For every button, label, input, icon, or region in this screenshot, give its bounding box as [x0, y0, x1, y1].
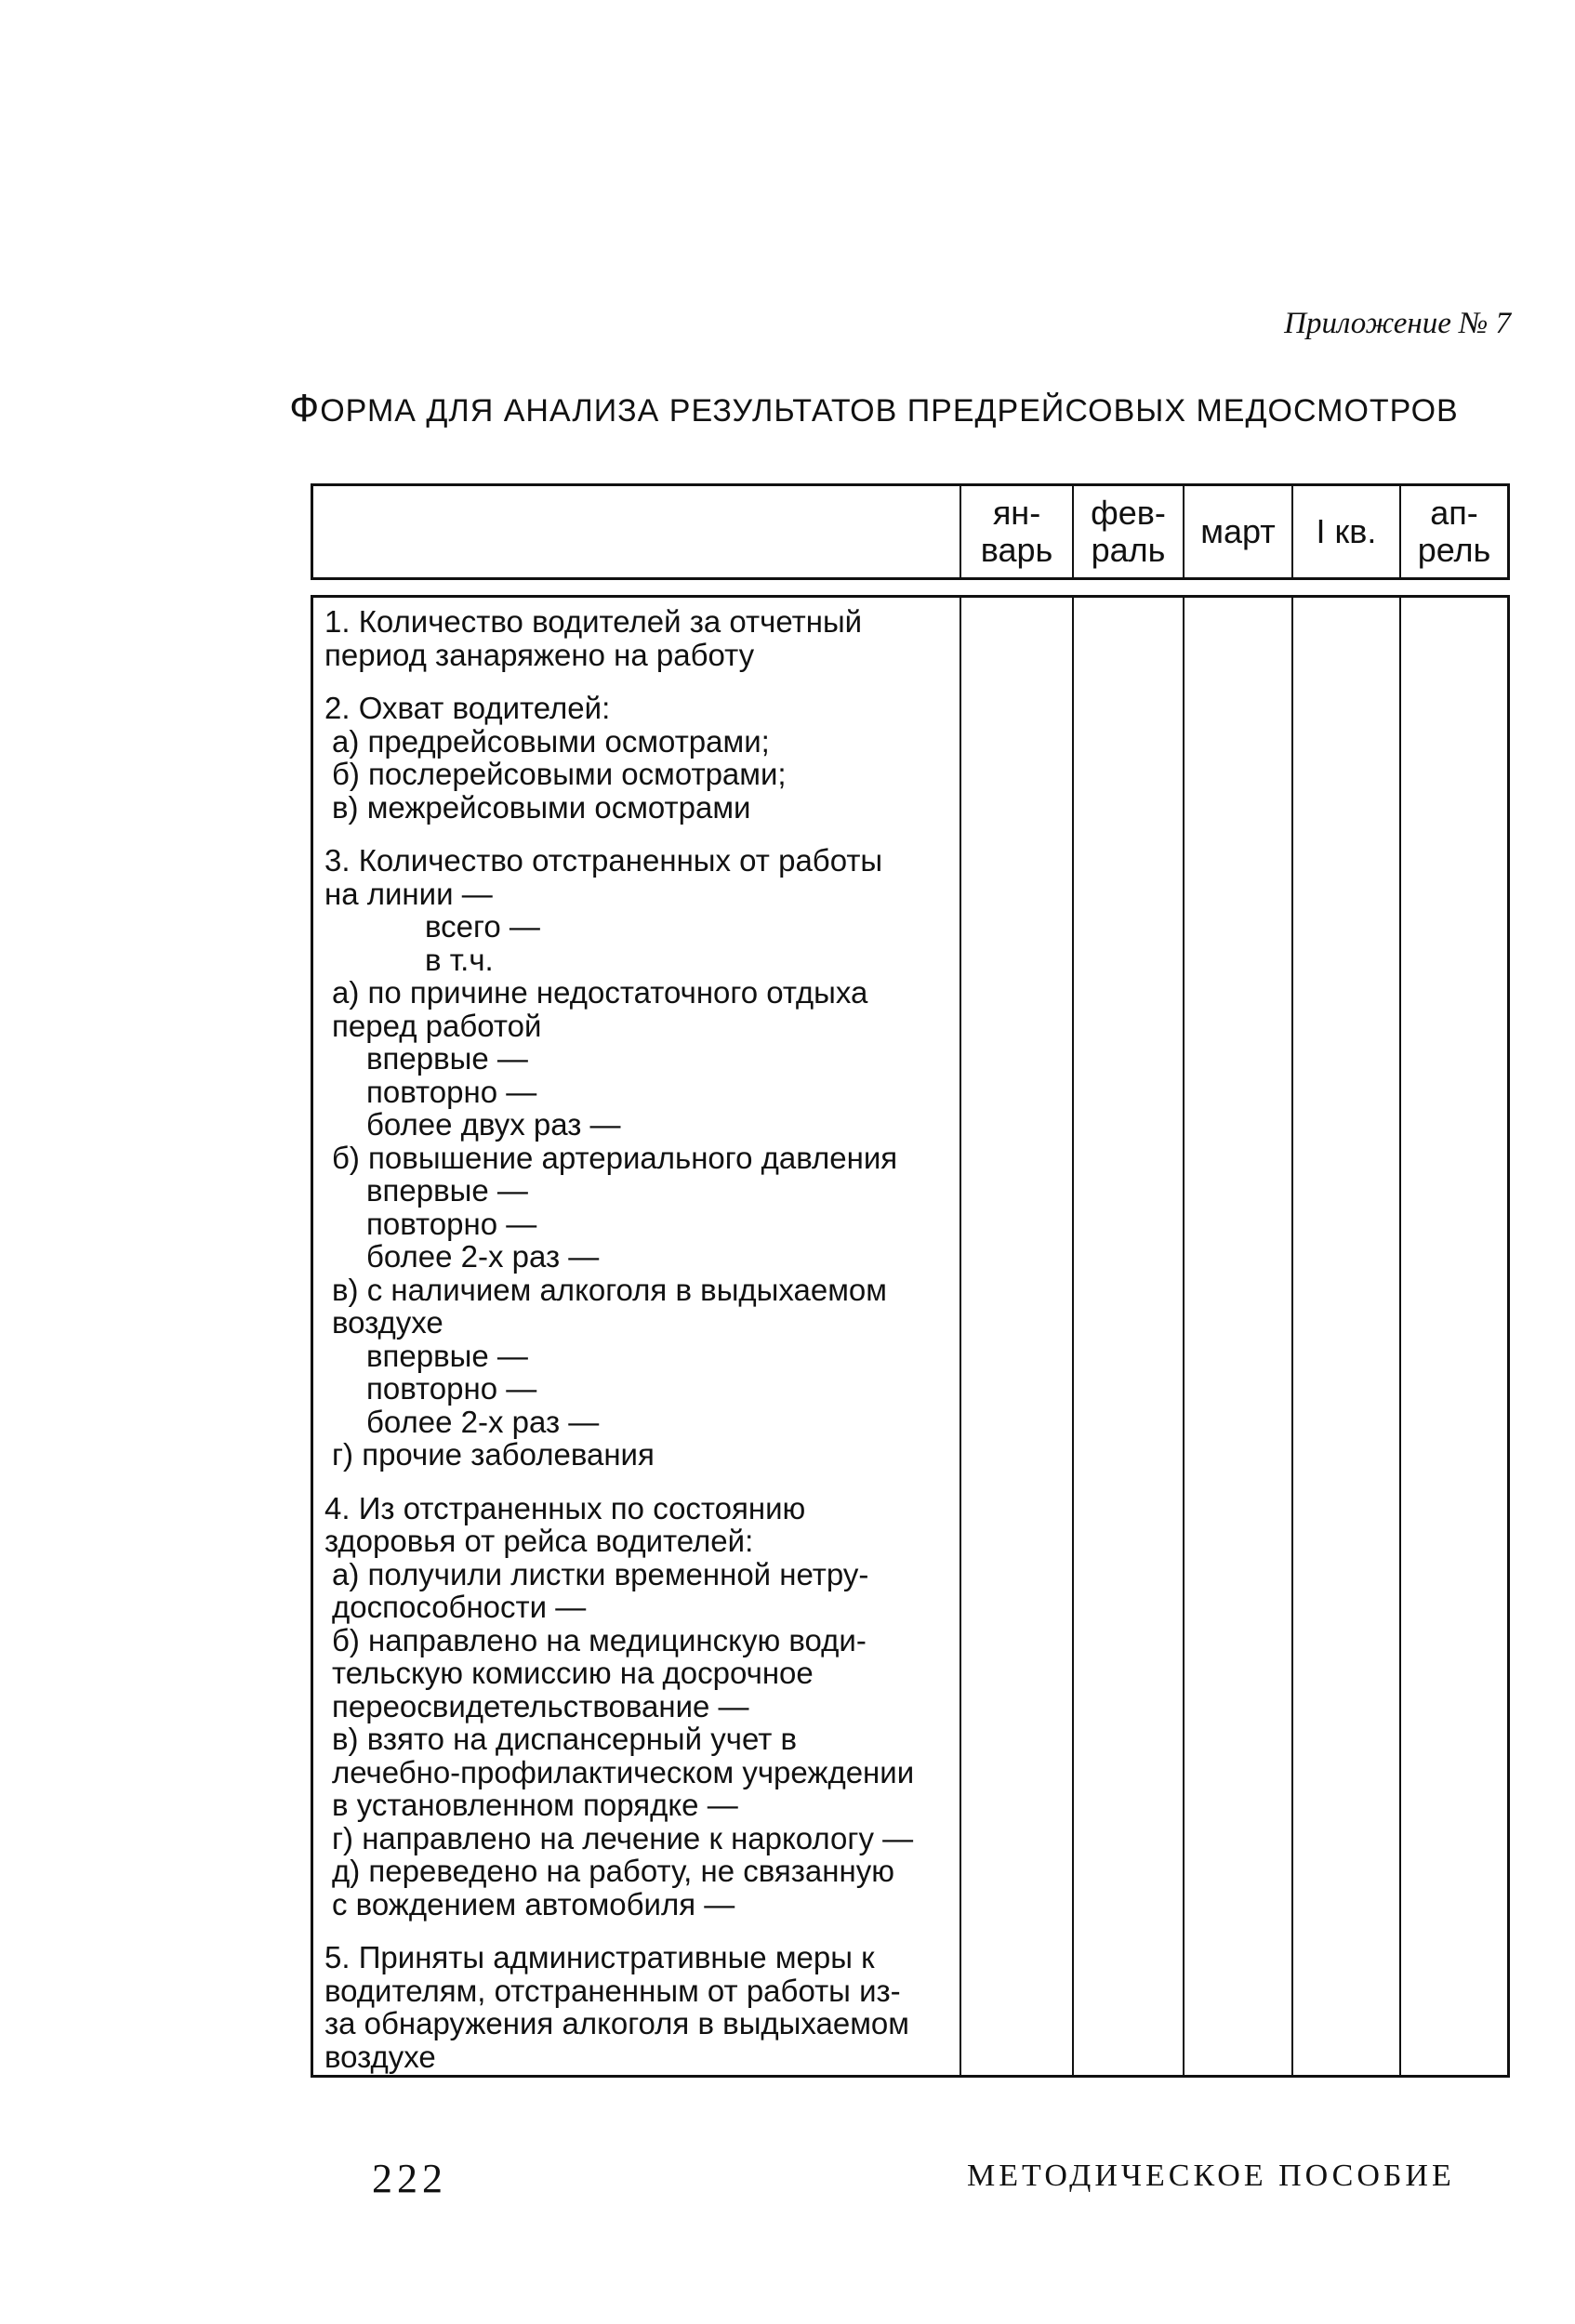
table-header: [311, 483, 1510, 580]
row-label-line: г) прочие заболевания: [332, 1437, 655, 1472]
column-header-line: ап-: [1430, 494, 1478, 533]
row-label-line: более 2-х раз —: [366, 1239, 600, 1274]
form-title: [279, 386, 1469, 430]
row-label-line: воздухе: [332, 1305, 443, 1340]
table-row: [324, 844, 975, 1472]
row-label-line: воздухе: [324, 2039, 436, 2074]
row-label-line: в) межрейсовыми осмотрами: [332, 789, 751, 825]
column-header-line: ян-: [992, 494, 1041, 533]
column-header-line: рель: [1417, 531, 1491, 569]
row-label-line: д) переведено на работу, не связанную: [332, 1854, 894, 1888]
book-title: МЕТОДИЧЕСКОЕ ПОСОБИЕ: [967, 2159, 1455, 2193]
table-row: [324, 692, 975, 824]
row-label-line: более двух раз —: [366, 1107, 621, 1142]
row-label-line: доспособности —: [332, 1590, 587, 1624]
row-label-line: за обнаружения алкоголя в выдыхаемом: [324, 2006, 909, 2040]
column-divider: [1291, 598, 1293, 2075]
row-label-line: 4. Из отстраненных по состоянию: [324, 1490, 806, 1525]
column-header-line: раль: [1091, 531, 1166, 569]
table-row: [324, 1941, 975, 2073]
column-divider: [1072, 598, 1074, 2075]
row-label-line: водителям, отстраненным от работы из-: [324, 1973, 901, 2008]
column-header-march: [1185, 486, 1291, 577]
column-header-april: [1401, 486, 1507, 577]
row-label-line: на линии —: [324, 876, 493, 911]
column-header-line: варь: [980, 531, 1053, 569]
row-label-line: б) послерейсовыми осмотрами;: [332, 757, 787, 791]
column-header-february: [1074, 486, 1183, 577]
row-label-line: более 2-х раз —: [366, 1404, 600, 1439]
row-label-line: 2. Охват водителей:: [324, 691, 611, 725]
column-header-january: [961, 486, 1072, 577]
page-number: 222: [372, 2156, 447, 2201]
column-header-line: фев-: [1091, 494, 1166, 533]
row-label-line: перед работой: [332, 1008, 542, 1043]
row-label-line: 3. Количество отстраненных от работы: [324, 843, 883, 878]
column-header-line: март: [1200, 512, 1276, 551]
row-label-line: лечебно-профилактическом учреждении: [332, 1754, 915, 1789]
row-label-line: впервые —: [366, 1041, 528, 1076]
row-label-line: б) направлено на медицинскую води-: [332, 1622, 867, 1657]
row-label-line: а) предрейсовыми осмотрами;: [332, 723, 770, 759]
row-label-line: в установленном порядке —: [332, 1788, 738, 1822]
row-label-line: 5. Приняты административные меры к: [324, 1940, 875, 1974]
table-row: [324, 605, 975, 671]
row-label-line: тельскую комиссию на досрочное: [332, 1656, 814, 1690]
table-row: [324, 1492, 975, 1921]
appendix-label: Приложение № 7: [1284, 307, 1511, 340]
row-label-line: переосвидетельствование —: [332, 1688, 749, 1723]
column-header-line: I кв.: [1316, 512, 1377, 551]
row-label-line: а) получили листки временной нетру-: [332, 1556, 869, 1591]
row-label-line: в) с наличием алкоголя в выдыхаемом: [332, 1272, 887, 1307]
row-label-line: 1. Количество водителей за отчетный: [324, 604, 863, 639]
table-body: [311, 595, 1510, 2078]
row-labels: [324, 605, 975, 2093]
row-label-line: повторно —: [366, 1074, 537, 1109]
row-label-line: б) повышение артериального давления: [332, 1140, 898, 1175]
column-header-q1: [1293, 486, 1399, 577]
column-divider: [1399, 598, 1401, 2075]
row-label-line: повторно —: [366, 1371, 537, 1406]
row-label-line: впервые —: [366, 1173, 528, 1208]
title-text: ОРМА ДЛЯ АНАЛИЗА РЕЗУЛЬТАТОВ ПРЕДРЕЙСОВЫХ МЕДОСМОТРОВ: [320, 393, 1459, 429]
row-label-line: всего —: [425, 909, 540, 944]
row-label-line: здоровья от рейса водителей:: [324, 1524, 754, 1558]
row-label-line: в) взято на диспансерный учет в: [332, 1722, 798, 1756]
row-label-line: с вождением автомобиля —: [332, 1886, 735, 1921]
column-divider: [1183, 598, 1185, 2075]
row-label-line: в т.ч.: [425, 942, 494, 977]
title-initial: Ф: [289, 386, 321, 429]
row-label-line: а) по причине недостаточного отдыха: [332, 975, 868, 1010]
row-label-line: повторно —: [366, 1206, 537, 1241]
row-label-line: впервые —: [366, 1338, 528, 1373]
row-label-line: г) направлено на лечение к наркологу —: [332, 1820, 914, 1855]
row-label-line: период занаряжено на работу: [324, 637, 755, 672]
